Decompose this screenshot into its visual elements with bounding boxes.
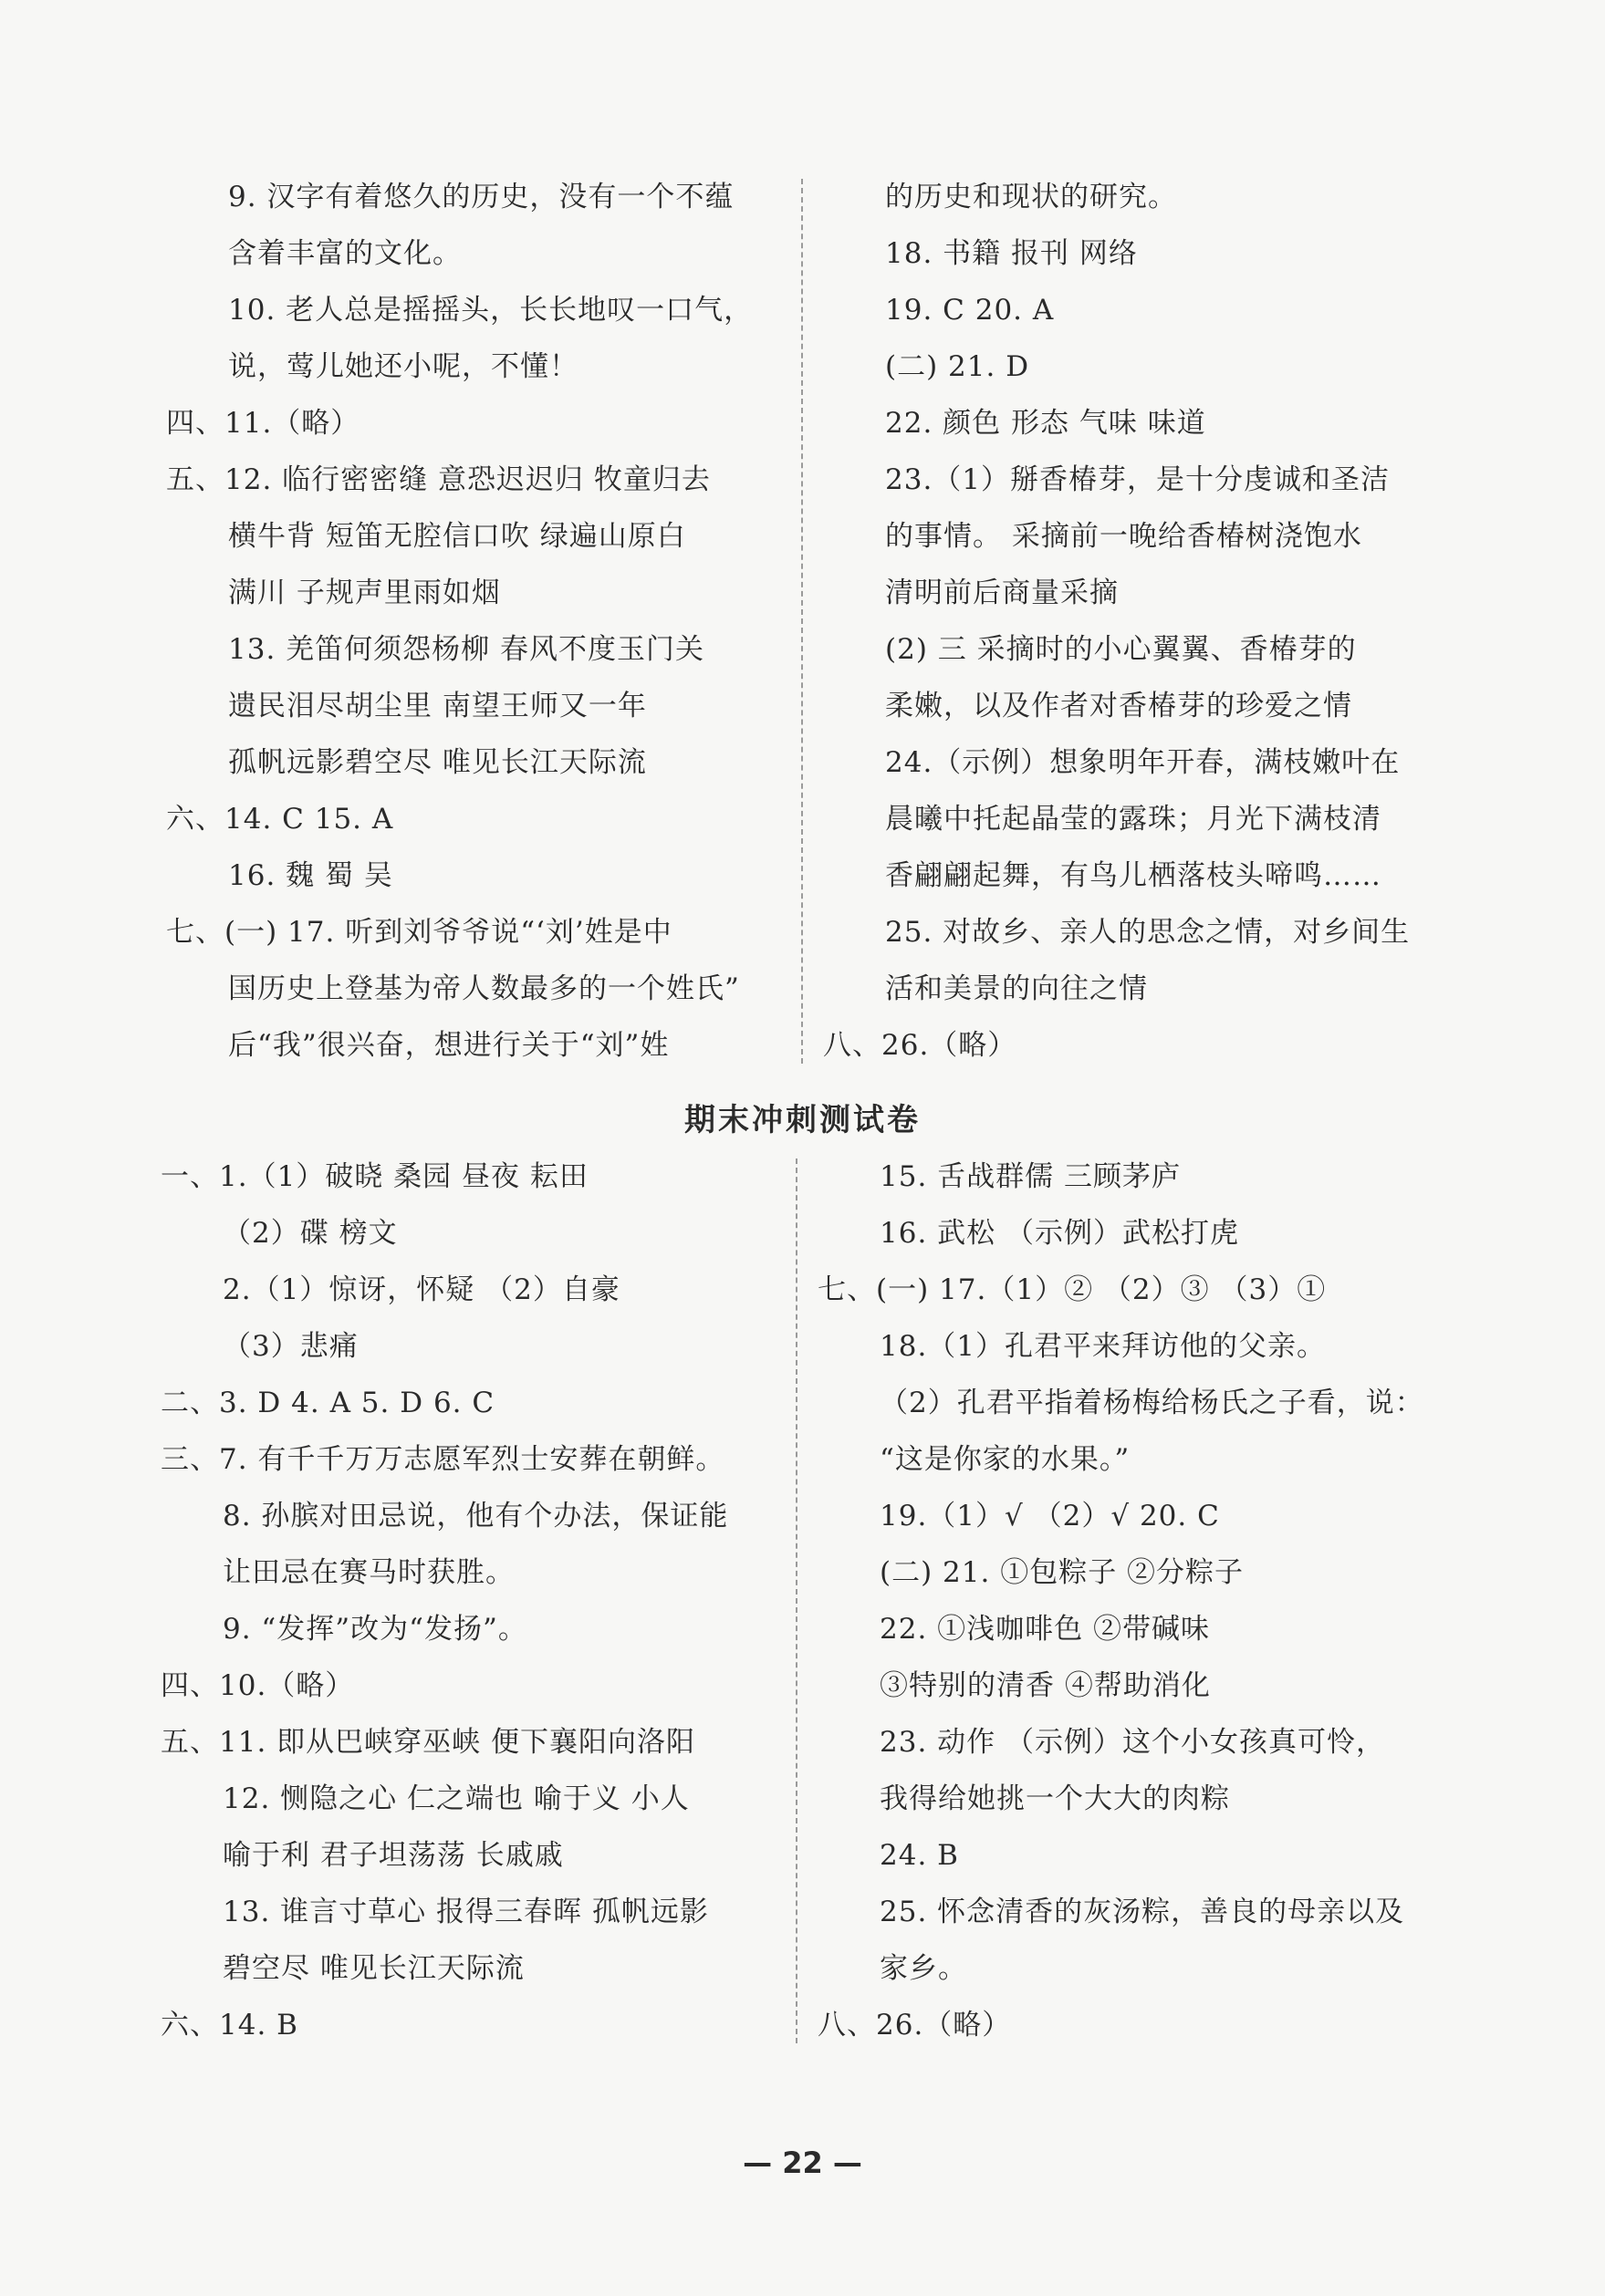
answer-line: 横牛背 短笛无腔信口吹 绿遍山原白 [228,520,686,553]
answer-line: 国历史上登基为帝人数最多的一个姓氏” [228,972,740,1005]
answer-line: 10. 老人总是摇摇头，长长地叹一口气， [228,294,754,327]
answer-line: 后“我”很兴奋，想进行关于“刘”姓 [228,1029,670,1062]
answer-line: （3）悲痛 [223,1330,359,1363]
answer-line: 16. 魏 蜀 吴 [228,859,393,892]
answer-line: 16. 武松 （示例）武松打虎 [880,1217,1240,1250]
answer-line: 四、10.（略） [161,1669,355,1702]
answer-line: (二) 21. D [885,350,1030,383]
answer-line: 让田忌在赛马时获胜。 [223,1556,515,1589]
answer-line: 晨曦中托起晶莹的露珠；月光下满枝清 [885,803,1381,836]
answer-line: 五、12. 临行密密缝 意恐迟迟归 牧童归去 [166,463,711,496]
answer-line: 八、26.（略） [823,1029,1017,1062]
answer-line: (二) 21. ①包粽子 ②分粽子 [880,1556,1245,1589]
answer-line: （2）孔君平指着杨梅给杨氏之子看，说： [880,1387,1424,1419]
answer-line: 六、14. B [161,2009,298,2041]
answer-line: 19.（1）√ （2）√ 20. C [880,1500,1220,1532]
answer-line: 15. 舌战群儒 三顾茅庐 [880,1160,1182,1193]
answer-line: 五、11. 即从巴峡穿巫峡 便下襄阳向洛阳 [161,1726,696,1759]
answer-line: 四、11.（略） [166,407,360,440]
answer-line: 我得给她挑一个大大的肉粽 [880,1782,1230,1815]
answer-line: 喻于利 君子坦荡荡 长戚戚 [223,1839,564,1872]
answer-line: 六、14. C 15. A [166,803,394,836]
answer-line: 8. 孙膑对田忌说，他有个办法，保证能 [223,1500,729,1532]
answer-line: 孤帆远影碧空尽 唯见长江天际流 [228,746,647,779]
page-number: — 22 — [743,2145,862,2180]
answer-line: 的事情。 采摘前一晚给香椿树浇饱水 [885,520,1362,553]
answer-line: 七、(一) 17. 听到刘爷爷说“‘刘’姓是中 [166,916,672,949]
section-title: 期末冲刺测试卷 [684,1102,921,1138]
answer-line: 八、26.（略） [818,2009,1012,2041]
answer-line: 24. B [880,1839,959,1872]
answer-line: 24.（示例）想象明年开春，满枝嫩叶在 [885,746,1401,779]
answer-line: 家乡。 [880,1952,967,1985]
answer-line: (2) 三 采摘时的小心翼翼、香椿芽的 [885,633,1357,666]
answer-line: 25. 对故乡、亲人的思念之情，对乡间生 [885,916,1411,949]
answer-line: 2.（1）惊讶，怀疑 （2）自豪 [223,1273,620,1306]
answer-line: 9. 汉字有着悠久的历史，没有一个不蕴 [228,181,735,213]
answer-line: 12. 恻隐之心 仁之端也 喻于义 小人 [223,1782,690,1815]
answer-line: （2）碟 榜文 [223,1217,398,1250]
answer-line: 说，莺儿她还小呢，不懂！ [228,350,578,383]
answer-line: 清明前后商量采摘 [885,577,1119,609]
answer-line: 的历史和现状的研究。 [885,181,1177,213]
answer-line: 遗民泪尽胡尘里 南望王师又一年 [228,690,647,722]
answer-line: 一、1.（1）破晓 桑园 昼夜 耘田 [161,1160,589,1193]
answer-line: 18.（1）孔君平来拜访他的父亲。 [880,1330,1327,1363]
answer-line: 18. 书籍 报刊 网络 [885,237,1138,270]
answer-line: 25. 怀念清香的灰汤粽，善良的母亲以及 [880,1896,1405,1928]
answer-line: 七、(一) 17.（1）② （2）③ （3）① [818,1273,1327,1306]
answer-line: 19. C 20. A [885,294,1055,327]
answer-line: 满川 子规声里雨如烟 [228,577,501,609]
column-divider [801,179,803,1064]
answer-line: 22. 颜色 形态 气味 味道 [885,407,1206,440]
answer-line: 13. 羌笛何须怨杨柳 春风不度玉门关 [228,633,705,666]
answer-line: 柔嫩，以及作者对香椿芽的珍爱之情 [885,690,1352,722]
answer-line: 22. ①浅咖啡色 ②带碱味 [880,1613,1211,1646]
answer-line: 活和美景的向往之情 [885,972,1148,1005]
answer-line: 碧空尽 唯见长江天际流 [223,1952,525,1985]
answer-line: ③特别的清香 ④帮助消化 [880,1669,1211,1702]
answer-line: 二、3. D 4. A 5. D 6. C [161,1387,495,1419]
answer-line: 三、7. 有千千万万志愿军烈士安葬在朝鲜。 [161,1443,725,1476]
answer-line: 23. 动作 （示例）这个小女孩真可怜， [880,1726,1386,1759]
answer-line: 9. “发挥”改为“发扬”。 [223,1613,527,1646]
answer-line: “这是你家的水果。” [880,1443,1131,1476]
answer-line: 含着丰富的文化。 [228,237,462,270]
answer-line: 23.（1）掰香椿芽，是十分虔诚和圣洁 [885,463,1391,496]
column-divider [796,1158,797,2043]
answer-line: 13. 谁言寸草心 报得三春晖 孤帆远影 [223,1896,709,1928]
answer-line: 香翩翩起舞，有鸟儿栖落枝头啼鸣…… [885,859,1381,892]
